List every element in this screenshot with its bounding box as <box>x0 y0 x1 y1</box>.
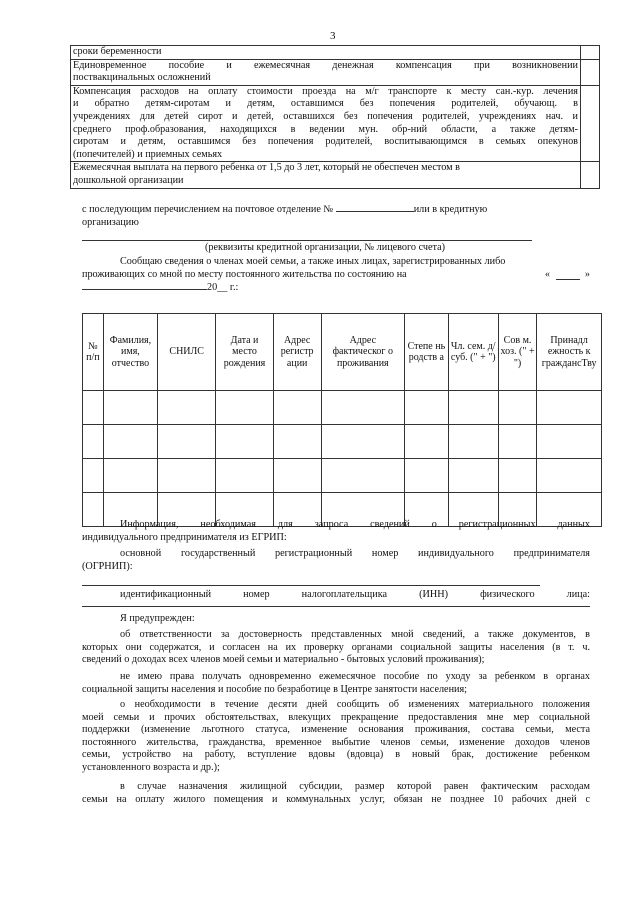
checkbox-cell[interactable] <box>581 46 600 60</box>
cell[interactable] <box>216 459 273 493</box>
cell[interactable] <box>216 425 273 459</box>
bank-details-caption: (реквизиты кредитной организации, № лицевого счета) <box>205 242 446 253</box>
cell[interactable] <box>537 391 602 425</box>
cell[interactable] <box>83 425 104 459</box>
header-cell: Адрес фактическог о проживания <box>321 314 404 391</box>
cell[interactable] <box>448 425 498 459</box>
header-cell: Фамилия, имя, отчество <box>103 314 157 391</box>
cell[interactable] <box>448 459 498 493</box>
inn-field[interactable] <box>82 606 590 607</box>
table-row <box>71 59 600 85</box>
cell[interactable] <box>103 391 157 425</box>
warning-paragraph-1: об ответственности за достоверность представленных мной сведений, а также документов, в которых они содержатся, и согласен на их проверку органами социальной защиты населения (в т. ч. сведений о доходах всех членов моей семьи и материально - бытовых условий проживания); <box>82 629 590 666</box>
cell[interactable] <box>273 425 321 459</box>
cell[interactable] <box>103 425 157 459</box>
date-month-field[interactable] <box>82 289 207 290</box>
checkbox-cell[interactable] <box>581 59 600 85</box>
cell[interactable] <box>158 459 216 493</box>
cell[interactable] <box>321 425 404 459</box>
cell[interactable] <box>158 425 216 459</box>
table-row <box>71 85 600 162</box>
cell[interactable] <box>498 425 537 459</box>
table-row <box>83 425 602 459</box>
warnings-title: Я предупрежден: <box>120 613 195 624</box>
header-cell: Чл. сем. д/суб. (" + ") <box>448 314 498 391</box>
table-row <box>71 46 600 60</box>
header-cell: Принадл ежность к граждансТву <box>537 314 602 391</box>
table-row <box>83 459 602 493</box>
family-intro-line-3: 20__ г.: <box>82 282 238 295</box>
checkbox-cell[interactable] <box>581 85 600 162</box>
egrip-line-5: идентификационный номер налогоплательщика (ИНН) физического лица: <box>120 589 590 600</box>
cell[interactable] <box>537 425 602 459</box>
header-cell: Степе нь родств а <box>404 314 448 391</box>
warning-paragraph-2: не имею права получать одновременно ежемесячное пособие по уходу за ребенком в органах социальной защиты населения и пособие по безработице в Центре занятости населения; <box>82 671 590 695</box>
cell[interactable] <box>537 459 602 493</box>
ogrnip-field[interactable] <box>82 585 540 586</box>
family-members-table <box>82 313 602 527</box>
cell[interactable] <box>448 391 498 425</box>
cell[interactable] <box>404 459 448 493</box>
table-row <box>83 391 602 425</box>
cell[interactable] <box>83 459 104 493</box>
cell[interactable] <box>404 425 448 459</box>
cell[interactable] <box>83 391 104 425</box>
egrip-line-4: (ОГРНИП): <box>82 561 133 572</box>
benefits-table <box>70 45 600 189</box>
cell[interactable] <box>273 459 321 493</box>
cell[interactable] <box>103 459 157 493</box>
cell[interactable] <box>498 391 537 425</box>
cell[interactable] <box>158 391 216 425</box>
header-cell: СНИЛС <box>158 314 216 391</box>
egrip-line-2: индивидуального предпринимателя из ЕГРИП: <box>82 532 287 543</box>
cell[interactable] <box>216 391 273 425</box>
benefit-cell: сроки беременности <box>71 46 581 60</box>
egrip-line-1: Информация, необходимая для запроса сведений о регистрационных данных <box>120 519 590 530</box>
family-intro-line-2: проживающих со мной по месту постоянного жительства по состоянию на « » <box>82 269 590 280</box>
postal-number-field[interactable] <box>336 211 414 212</box>
warning-paragraph-3: о необходимости в течение десяти дней сообщить об изменениях материального положения моей семьи и прочих обстоятельствах, влекущих прекращение предоставления мне мер социальной поддержки (изменение льготного статуса, изменение основания проживания, состава семьи, места постоянного жительства, гражданства, временное выбытие членов семьи, изменение доходов членов семьи, устройство на работу, вступление вдовы (вдовца) в новый брак, достижение ребенком установленного возраста и др.); <box>82 699 590 773</box>
warning-paragraph-4: в случае назначения жилищной субсидии, размер которой равен фактическим расходам семьи на оплату жилого помещения и коммунальных услуг, обязан не позднее 10 рабочих дней с <box>82 781 590 805</box>
family-intro-line: Сообщаю сведения о членах моей семьи, а также иных лицах, зарегистрированных либо <box>120 256 506 267</box>
cell[interactable] <box>404 391 448 425</box>
page-number: 3 <box>330 30 336 42</box>
benefit-cell: Компенсация расходов на оплату стоимости проезда на м/г транспорте к месту сан.-кур. лечения и обратно детям-сиротам и детям, оставшимся без попечения родителей, обучающ. в учреждениях для детей сирот и детей, оставшихся без попечения родителей, учреждениях нач. и среднего проф.образования, находящихся в ведении мун. обр-ний области, а также детям- сиротам и детям, оставшимся без попечения родителей, воспитывающимся в семьях опекунов (попечителей) и приемных семьях <box>71 85 581 162</box>
postal-line: с последующим перечислением на почтовое отделение № или в кредитную <box>82 204 488 215</box>
bank-details-field[interactable] <box>82 240 532 241</box>
postal-line-2: организацию <box>82 217 139 228</box>
table-row <box>71 162 600 188</box>
date-day-field[interactable] <box>556 279 580 280</box>
egrip-line-3: основной государственный регистрационный номер индивидуального предпринимателя <box>120 548 590 559</box>
benefit-cell: Ежемесячная выплата на первого ребенка от 1,5 до 3 лет, который не обеспечен местом в дошкольной организации <box>71 162 581 188</box>
cell[interactable] <box>273 391 321 425</box>
cell[interactable] <box>321 459 404 493</box>
checkbox-cell[interactable] <box>581 162 600 188</box>
cell[interactable] <box>498 459 537 493</box>
header-cell: № п/п <box>83 314 104 391</box>
header-cell: Сов м. хоз. (" + ") <box>498 314 537 391</box>
cell[interactable] <box>321 391 404 425</box>
benefit-cell: Единовременное пособие и ежемесячная денежная компенсация при возникновении поствакцинальных осложнений <box>71 59 581 85</box>
header-cell: Дата и место рождения <box>216 314 273 391</box>
table-header-row <box>83 314 602 391</box>
header-cell: Адрес регистр ации <box>273 314 321 391</box>
